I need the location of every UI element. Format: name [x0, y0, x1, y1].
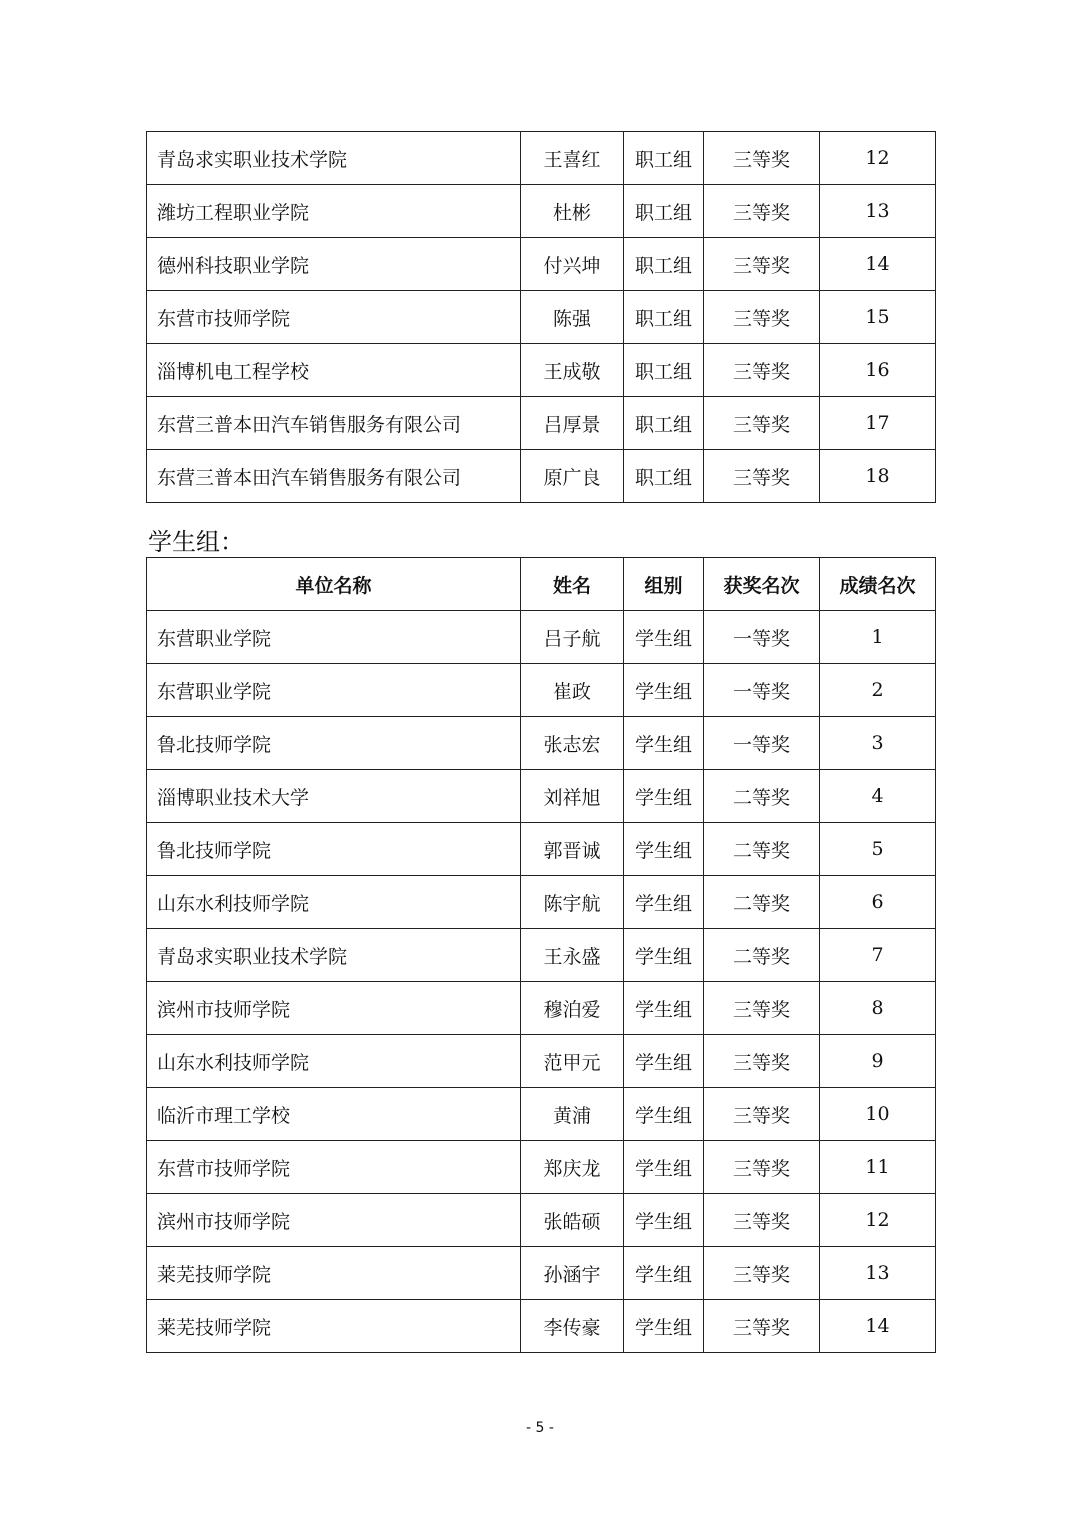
cell-name: 陈宇航 [521, 876, 624, 929]
cell-award: 三等奖 [704, 1247, 820, 1300]
cell-award: 三等奖 [704, 1300, 820, 1353]
cell-unit: 东营三普本田汽车销售服务有限公司 [147, 397, 521, 450]
cell-award: 三等奖 [704, 982, 820, 1035]
cell-unit: 鲁北技师学院 [147, 717, 521, 770]
cell-award: 三等奖 [704, 450, 820, 503]
cell-unit: 东营市技师学院 [147, 1141, 521, 1194]
table-row [147, 876, 936, 929]
cell-award: 三等奖 [704, 1088, 820, 1141]
table-row [147, 344, 936, 397]
cell-group: 学生组 [624, 1194, 704, 1247]
cell-group: 学生组 [624, 1035, 704, 1088]
cell-award: 一等奖 [704, 611, 820, 664]
cell-award: 三等奖 [704, 291, 820, 344]
cell-rank: 15 [820, 291, 936, 344]
cell-unit: 山东水利技师学院 [147, 1035, 521, 1088]
table-row [147, 929, 936, 982]
header-award: 获奖名次 [704, 558, 820, 611]
table-row [147, 185, 936, 238]
cell-rank: 1 [820, 611, 936, 664]
header-group: 组别 [624, 558, 704, 611]
table-row [147, 1300, 936, 1353]
cell-unit: 滨州市技师学院 [147, 982, 521, 1035]
cell-rank: 12 [820, 132, 936, 185]
cell-group: 学生组 [624, 1247, 704, 1300]
student-table-body [147, 611, 936, 1353]
cell-rank: 12 [820, 1194, 936, 1247]
table-row [147, 450, 936, 503]
table-header-row [147, 558, 936, 611]
cell-award: 三等奖 [704, 1141, 820, 1194]
cell-name: 陈强 [521, 291, 624, 344]
cell-award: 三等奖 [704, 344, 820, 397]
cell-unit: 淄博机电工程学校 [147, 344, 521, 397]
cell-award: 一等奖 [704, 664, 820, 717]
table-row [147, 770, 936, 823]
cell-group: 职工组 [624, 238, 704, 291]
cell-award: 三等奖 [704, 397, 820, 450]
table-row [147, 717, 936, 770]
cell-unit: 青岛求实职业技术学院 [147, 929, 521, 982]
cell-name: 付兴坤 [521, 238, 624, 291]
cell-rank: 14 [820, 238, 936, 291]
cell-group: 职工组 [624, 397, 704, 450]
cell-unit: 东营职业学院 [147, 611, 521, 664]
cell-name: 李传豪 [521, 1300, 624, 1353]
staff-results-table [146, 131, 936, 503]
cell-name: 黄浦 [521, 1088, 624, 1141]
cell-name: 张志宏 [521, 717, 624, 770]
cell-award: 二等奖 [704, 770, 820, 823]
cell-group: 职工组 [624, 132, 704, 185]
table-row [147, 823, 936, 876]
table-row [147, 1035, 936, 1088]
cell-group: 职工组 [624, 291, 704, 344]
cell-name: 郑庆龙 [521, 1141, 624, 1194]
cell-name: 张皓硕 [521, 1194, 624, 1247]
cell-rank: 11 [820, 1141, 936, 1194]
cell-rank: 7 [820, 929, 936, 982]
table-row [147, 291, 936, 344]
table-row [147, 1141, 936, 1194]
cell-award: 三等奖 [704, 185, 820, 238]
cell-group: 学生组 [624, 717, 704, 770]
header-name: 姓名 [521, 558, 624, 611]
cell-name: 吕子航 [521, 611, 624, 664]
page-number: - 5 - [526, 1420, 554, 1436]
cell-unit: 鲁北技师学院 [147, 823, 521, 876]
cell-award: 二等奖 [704, 876, 820, 929]
cell-group: 学生组 [624, 876, 704, 929]
cell-unit: 东营职业学院 [147, 664, 521, 717]
cell-group: 学生组 [624, 1141, 704, 1194]
cell-group: 学生组 [624, 770, 704, 823]
cell-rank: 8 [820, 982, 936, 1035]
cell-name: 郭晋诚 [521, 823, 624, 876]
cell-unit: 莱芜技师学院 [147, 1247, 521, 1300]
header-unit: 单位名称 [147, 558, 521, 611]
cell-name: 刘祥旭 [521, 770, 624, 823]
cell-rank: 6 [820, 876, 936, 929]
cell-award: 二等奖 [704, 823, 820, 876]
cell-rank: 16 [820, 344, 936, 397]
cell-rank: 3 [820, 717, 936, 770]
table-row [147, 238, 936, 291]
cell-rank: 14 [820, 1300, 936, 1353]
cell-group: 学生组 [624, 823, 704, 876]
table-row [147, 1247, 936, 1300]
cell-unit: 山东水利技师学院 [147, 876, 521, 929]
cell-unit: 莱芜技师学院 [147, 1300, 521, 1353]
cell-name: 王喜红 [521, 132, 624, 185]
student-group-title: 学生组： [148, 528, 244, 556]
table-row [147, 397, 936, 450]
table-row [147, 664, 936, 717]
cell-name: 崔政 [521, 664, 624, 717]
cell-award: 三等奖 [704, 238, 820, 291]
cell-rank: 13 [820, 185, 936, 238]
staff-table-body [147, 132, 936, 503]
cell-unit: 潍坊工程职业学院 [147, 185, 521, 238]
cell-rank: 4 [820, 770, 936, 823]
cell-group: 职工组 [624, 344, 704, 397]
cell-group: 学生组 [624, 1300, 704, 1353]
cell-rank: 9 [820, 1035, 936, 1088]
cell-award: 三等奖 [704, 1194, 820, 1247]
table-row [147, 1194, 936, 1247]
table-row [147, 982, 936, 1035]
cell-name: 原广良 [521, 450, 624, 503]
header-rank: 成绩名次 [820, 558, 936, 611]
cell-name: 王永盛 [521, 929, 624, 982]
cell-unit: 滨州市技师学院 [147, 1194, 521, 1247]
cell-group: 职工组 [624, 185, 704, 238]
cell-name: 范甲元 [521, 1035, 624, 1088]
cell-award: 二等奖 [704, 929, 820, 982]
cell-group: 学生组 [624, 611, 704, 664]
cell-name: 穆泊爱 [521, 982, 624, 1035]
cell-unit: 德州科技职业学院 [147, 238, 521, 291]
cell-rank: 18 [820, 450, 936, 503]
table-row [147, 611, 936, 664]
cell-name: 王成敬 [521, 344, 624, 397]
cell-unit: 淄博职业技术大学 [147, 770, 521, 823]
cell-unit: 临沂市理工学校 [147, 1088, 521, 1141]
cell-rank: 5 [820, 823, 936, 876]
cell-group: 学生组 [624, 664, 704, 717]
cell-rank: 13 [820, 1247, 936, 1300]
table-row [147, 132, 936, 185]
cell-name: 杜彬 [521, 185, 624, 238]
cell-award: 一等奖 [704, 717, 820, 770]
cell-rank: 2 [820, 664, 936, 717]
cell-group: 学生组 [624, 929, 704, 982]
cell-name: 孙涵宇 [521, 1247, 624, 1300]
cell-rank: 10 [820, 1088, 936, 1141]
student-results-table [146, 557, 936, 1353]
cell-rank: 17 [820, 397, 936, 450]
cell-unit: 东营三普本田汽车销售服务有限公司 [147, 450, 521, 503]
cell-award: 三等奖 [704, 1035, 820, 1088]
cell-name: 吕厚景 [521, 397, 624, 450]
cell-group: 职工组 [624, 450, 704, 503]
cell-group: 学生组 [624, 982, 704, 1035]
cell-unit: 青岛求实职业技术学院 [147, 132, 521, 185]
cell-group: 学生组 [624, 1088, 704, 1141]
table-row [147, 1088, 936, 1141]
cell-unit: 东营市技师学院 [147, 291, 521, 344]
cell-award: 三等奖 [704, 132, 820, 185]
